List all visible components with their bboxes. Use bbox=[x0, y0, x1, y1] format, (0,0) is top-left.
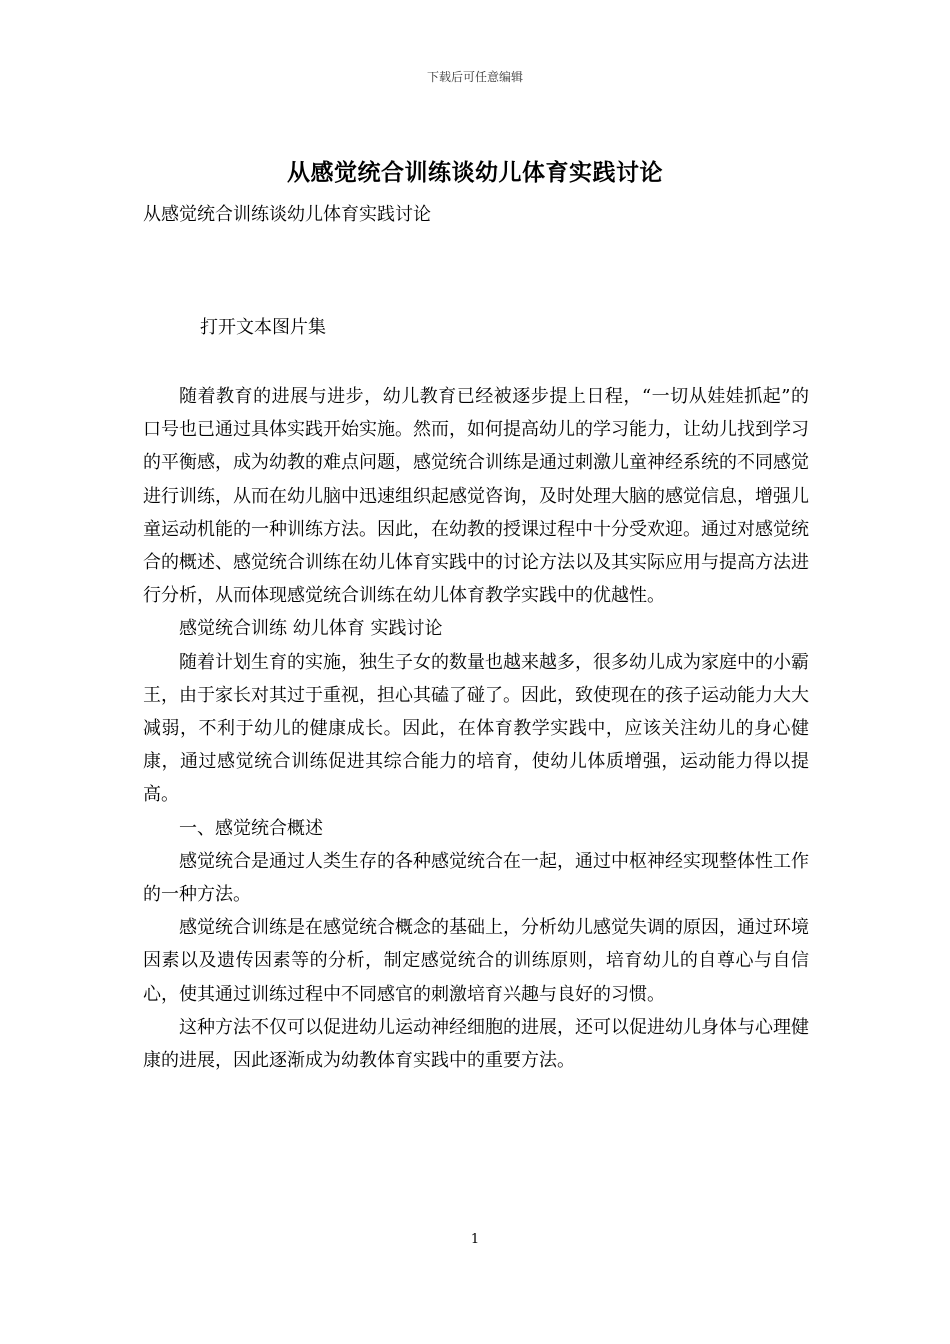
paragraph-benefits: 这种方法不仅可以促进幼儿运动神经细胞的进展，还可以促进幼儿身体与心理健康的进展，因此逐渐成为幼教体育实践中的重要方法。 bbox=[143, 1016, 809, 1072]
open-image-gallery-link[interactable]: 打开文本图片集 bbox=[200, 317, 326, 338]
page-number: 1 bbox=[470, 1232, 480, 1247]
section-heading-overview: 一、感觉统合概述 bbox=[179, 817, 323, 839]
paragraph-keywords: 感觉统合训练 幼儿体育 实践讨论 bbox=[179, 618, 443, 640]
paragraph-training: 感觉统合训练是在感觉统合概念的基础上，分析幼儿感觉失调的原因，通过环境因素以及遗传因素等的分析，制定感觉统合的训练原则，培育幼儿的自尊心与自信心，使其通过训练过程中不同感官的刺激培育兴趣与良好的习惯。 bbox=[143, 917, 809, 1005]
document-title: 从感觉统合训练谈幼儿体育实践讨论 bbox=[287, 159, 663, 186]
document-body bbox=[143, 380, 809, 1077]
paragraph-abstract: 随着教育的进展与进步，幼儿教育已经被逐步提上日程，“一切从娃娃抓起”的口号也已通过具体实践开始实施。然而，如何提高幼儿的学习能力，让幼儿找到学习的平衡感，成为幼教的难点问题，感觉统合训练是通过刺激儿童神经系统的不同感觉进行训练，从而在幼儿脑中迅速组织起感觉咨询，及时处理大脑的感觉信息，增强儿童运动机能的一种训练方法。因此，在幼教的授课过程中十分受欢迎。通过对感觉统合的概述、感觉统合训练在幼儿体育实践中的讨论方法以及其实际应用与提高方法进行分析，从而体现感觉统合训练在幼儿体育教学实践中的优越性。 bbox=[143, 386, 809, 607]
header-note: 下载后可任意编辑 bbox=[426, 70, 523, 84]
paragraph-definition: 感觉统合是通过人类生存的各种感觉统合在一起，通过中枢神经实现整体性工作的一种方法。 bbox=[143, 850, 809, 906]
paragraph-introduction: 随着计划生育的实施，独生子女的数量也越来越多，很多幼儿成为家庭中的小霸王，由于家长对其过于重视，担心其磕了碰了。因此，致使现在的孩子运动能力大大减弱，不利于幼儿的健康成长。因此，在体育教学实践中，应该关注幼儿的身心健康，通过感觉统合训练促进其综合能力的培育，使幼儿体质增强，运动能力得以提高。 bbox=[143, 651, 809, 806]
document-subtitle: 从感觉统合训练谈幼儿体育实践讨论 bbox=[143, 204, 431, 225]
